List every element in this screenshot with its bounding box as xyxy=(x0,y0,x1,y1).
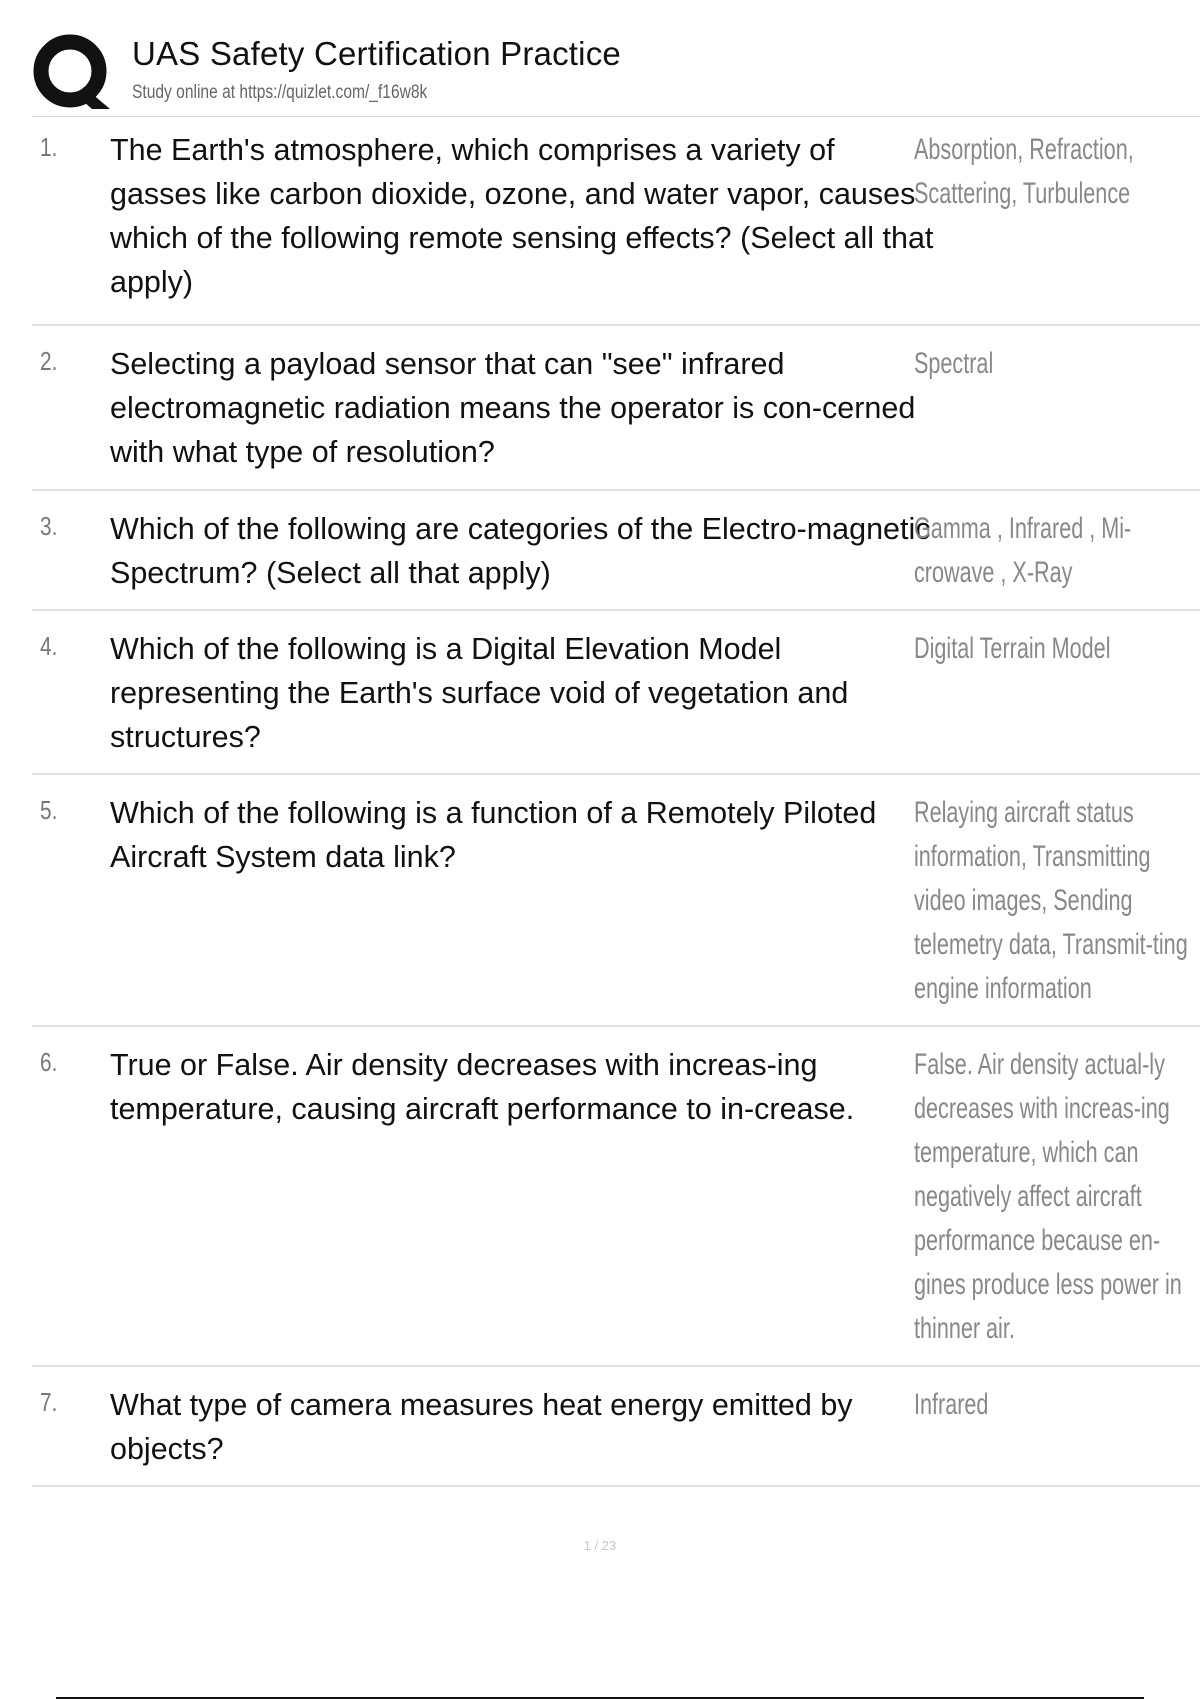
flashcard-row xyxy=(32,491,1200,611)
flashcard-row xyxy=(32,1027,1200,1367)
page-header xyxy=(32,30,1200,116)
card-answer: Infrared xyxy=(914,1388,989,1421)
card-question: Which of the following are categories of the Electro-magnetic Spectrum? (Select all that apply) xyxy=(110,512,931,590)
bottom-divider xyxy=(56,1697,1144,1699)
card-number: 5. xyxy=(40,795,58,825)
page-number: 1 / 23 xyxy=(583,1538,617,1553)
card-answer: Absorption, Refraction, Scattering, Turbulence xyxy=(914,133,1134,210)
card-number: 3. xyxy=(40,511,58,541)
card-answer: Spectral xyxy=(914,347,994,380)
card-answer: Digital Terrain Model xyxy=(914,632,1111,665)
card-answer: Relaying aircraft status information, Transmitting video images, Sending telemetry data, Transmit-ting engine information xyxy=(914,796,1188,1005)
card-number: 6. xyxy=(40,1047,58,1077)
header-divider xyxy=(32,116,1200,117)
quizlet-logo-icon xyxy=(32,33,112,113)
flashcard-row xyxy=(32,118,1200,326)
card-number: 7. xyxy=(40,1387,58,1417)
study-online-link[interactable]: Study online at https://quizlet.com/_f16w8k xyxy=(132,82,428,103)
card-answer: Gamma , Infrared , Mi-crowave , X-Ray xyxy=(914,512,1132,589)
card-question: The Earth's atmosphere, which comprises a variety of gasses like carbon dioxide, ozone, and water vapor, causes which of the following remote sensing effects? (Select all that apply) xyxy=(110,133,934,299)
flashcard-row xyxy=(32,326,1200,491)
flashcard-row xyxy=(32,775,1200,1027)
flashcard-row xyxy=(32,611,1200,775)
card-question: What type of camera measures heat energy emitted by objects? xyxy=(110,1388,853,1466)
card-question: Selecting a payload sensor that can "see" infrared electromagnetic radiation means the operator is con-cerned with what type of resolution? xyxy=(110,347,916,469)
flashcard-row xyxy=(32,1367,1200,1487)
flashcard-list xyxy=(32,118,1200,1487)
card-number: 4. xyxy=(40,631,58,661)
card-number: 2. xyxy=(40,346,58,376)
card-number: 1. xyxy=(40,132,58,162)
card-question: Which of the following is a Digital Elevation Model representing the Earth's surface void of vegetation and structures? xyxy=(110,632,849,754)
card-answer: False. Air density actual-ly decreases with increas-ing temperature, which can negatively affect aircraft performance because en-gines produce less power in thinner air. xyxy=(914,1048,1182,1345)
card-question: Which of the following is a function of a Remotely Piloted Aircraft System data link? xyxy=(110,796,877,874)
card-question: True or False. Air density decreases with increas-ing temperature, causing aircraft performance to in-crease. xyxy=(110,1048,855,1126)
page-title: UAS Safety Certification Practice xyxy=(132,35,621,72)
